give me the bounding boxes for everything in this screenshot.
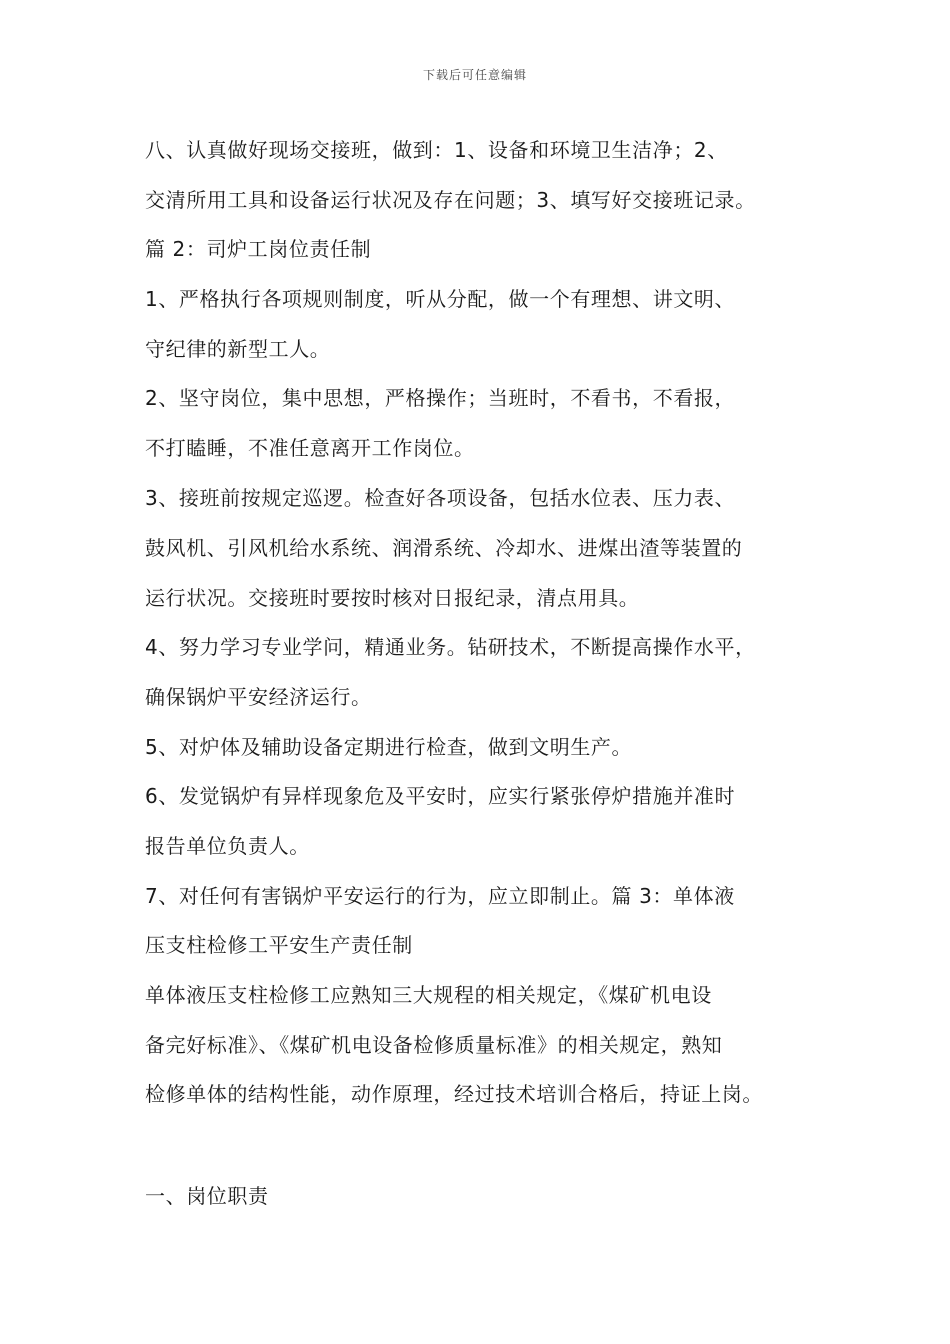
paragraph-line: 确保锅炉平安经济运行。 <box>145 685 372 709</box>
paragraph-line: 3、接班前按规定巡逻。检查好各项设备，包括水位表、压力表、 <box>145 486 736 510</box>
paragraph-line: 八、认真做好现场交接班，做到：1、设备和环境卫生洁净；2、 <box>145 138 728 162</box>
paragraph-line: 4、努力学习专业学问，精通业务。钻研技术，不断提高操作水平， <box>145 635 756 659</box>
paragraph-line: 7、对任何有害锅炉平安运行的行为，应立即制止。篇 3：单体液 <box>145 884 735 908</box>
paragraph-line: 1、严格执行各项规则制度，听从分配，做一个有理想、讲文明、 <box>145 287 736 311</box>
paragraph-line: 检修单体的结构性能，动作原理，经过技术培训合格后，持证上岗。 <box>145 1082 763 1106</box>
section-heading: 篇 2：司炉工岗位责任制 <box>145 237 372 261</box>
page-header: 下载后可任意编辑 <box>422 68 527 82</box>
section-heading: 一、岗位职责 <box>145 1184 269 1208</box>
paragraph-line: 单体液压支柱检修工应熟知三大规程的相关规定，《煤矿机电设 <box>145 983 712 1007</box>
paragraph-line: 2、坚守岗位，集中思想，严格操作；当班时，不看书，不看报， <box>145 386 736 410</box>
paragraph-line: 交清所用工具和设备运行状况及存在问题；3、填写好交接班记录。 <box>145 188 756 212</box>
paragraph-line: 鼓风机、引风机给水系统、润滑系统、冷却水、进煤出渣等装置的 <box>145 536 743 560</box>
paragraph-line: 6、发觉锅炉有异样现象危及平安时，应实行紧张停炉措施并准时 <box>145 784 736 808</box>
paragraph-line: 备完好标准》、《煤矿机电设备检修质量标准》的相关规定，熟知 <box>145 1033 723 1057</box>
paragraph-line: 压支柱检修工平安生产责任制 <box>145 933 413 957</box>
paragraph-line: 守纪律的新型工人。 <box>145 337 331 361</box>
paragraph-line: 运行状况。交接班时要按时核对日报纪录，清点用具。 <box>145 586 640 610</box>
paragraph-line: 报告单位负责人。 <box>145 834 310 858</box>
paragraph-line: 不打瞌睡，不准任意离开工作岗位。 <box>145 436 475 460</box>
paragraph-line: 5、对炉体及辅助设备定期进行检查，做到文明生产。 <box>145 735 633 759</box>
